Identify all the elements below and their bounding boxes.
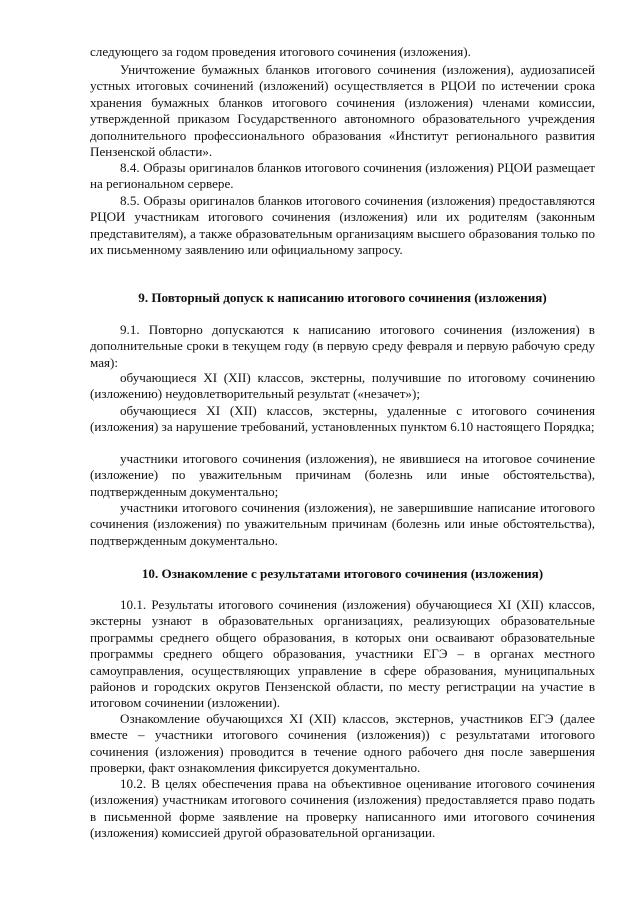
list-item-unsatisfactory: обучающиеся XI (XII) классов, экстерны, получившие по итоговому сочинению (изложению) неудовлетворительный результат («незачет»); (90, 370, 595, 402)
paragraph-8-4: 8.4. Образы оригиналов бланков итогового сочинения (изложения) РЦОИ размещает на региональном сервере. (90, 160, 595, 192)
paragraph-10-2: 10.2. В целях обеспечения права на объективное оценивание итогового сочинения (изложения) участникам итогового сочинения (изложения) предоставляется право подать в письменной форме заявление на проверку написанного ими итогового сочинения (изложения) комиссией другой образовательной организации. (90, 776, 595, 841)
section-10-heading: 10. Ознакомление с результатами итогового сочинения (изложения) (141, 566, 544, 581)
paragraph-8-5: 8.5. Образы оригиналов бланков итогового сочинения (изложения) предоставляются РЦОИ участникам итогового сочинения (изложения) или их родителям (законным представителям), а также образовательным организациям высшего образования только по их письменному заявлению или официальному запросу. (90, 193, 595, 258)
list-item-not-finished: участники итогового сочинения (изложения), не завершившие написание итогового сочинения (изложения) по уважительным причинам (болезнь или иные обстоятельства), подтвержденным документально. (90, 500, 595, 548)
section-9-heading: 9. Повторный допуск к написанию итогового сочинения (изложения) (138, 290, 547, 305)
paragraph-9-1: 9.1. Повторно допускаются к написанию итогового сочинения (изложения) в дополнительные сроки в текущем году (в первую среду февраля и первую рабочую среду мая): (90, 322, 595, 370)
list-item-removed: обучающиеся XI (XII) классов, экстерны, удаленные с итогового сочинения (изложения) за нарушение требований, установленных пунктом 6.10 настоящего Порядка; (90, 403, 595, 435)
paragraph-10-1-familiarization: Ознакомление обучающихся XI (XII) классов, экстернов, участников ЕГЭ (далее вместе – участники итогового сочинения (изложения)) с результатами итогового сочинения (изложения) проводится в течение одного рабочего дня после завершения проверки, факт ознакомления фиксируется документально. (90, 711, 595, 776)
paragraph-10-1: 10.1. Результаты итогового сочинения (изложения) обучающиеся XI (XII) классов, экстерны узнают в образовательных организациях, реализующих образовательные программы среднего общего образования, в которых они осваивают образовательные программы среднего общего образования, участники ЕГЭ – в органах местного самоуправления, осуществляющих управление в сфере образования, муниципальных районов и городских округов Пензенской области, по месту регистрации на участие в итоговом сочинении (изложении). (90, 597, 595, 711)
paragraph-continuation: следующего за годом проведения итогового сочинения (изложения). (90, 44, 471, 59)
list-item-absent: участники итогового сочинения (изложения), не явившиеся на итоговое сочинение (изложение) по уважительным причинам (болезнь или иные обстоятельства), подтвержденным документально; (90, 451, 595, 499)
paragraph-destruction: Уничтожение бумажных бланков итогового сочинения (изложения), аудиозаписей устных итоговых сочинений (изложений) осуществляется в РЦОИ по истечении срока хранения бумажных бланков итогового сочинения (изложения) членами комиссии, утвержденной приказом Государственного автономного образовательного учреждения дополнительного профессионального образования «Институт регионального развития Пензенской области». (90, 62, 595, 160)
